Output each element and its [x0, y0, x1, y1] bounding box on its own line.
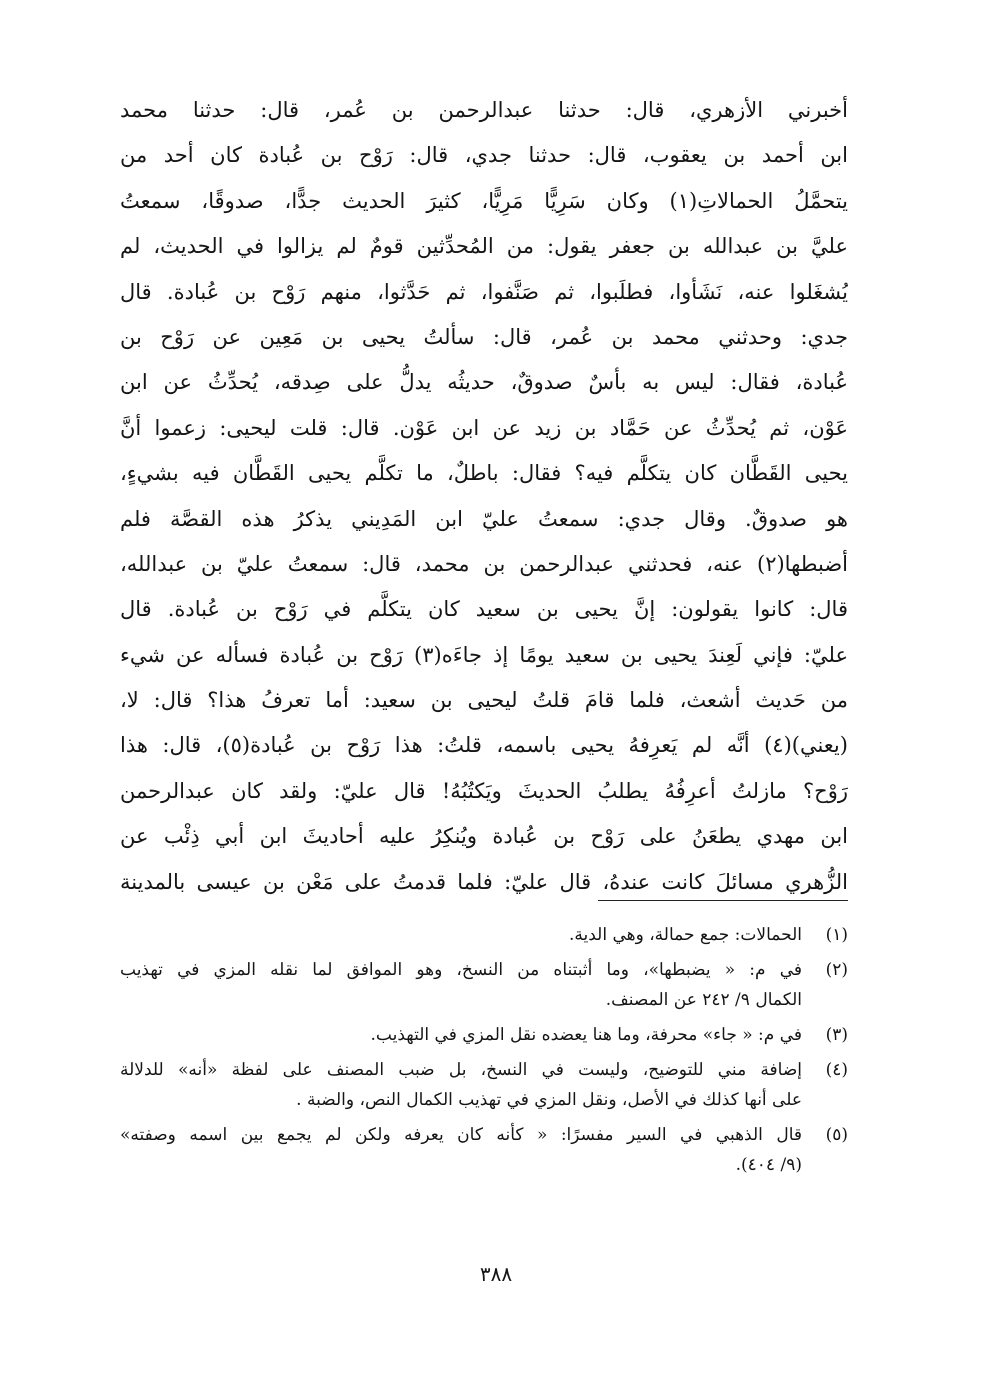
- text-line: (يعني)(٤) أنَّه لم يَعرِفهُ يحيى باسمه، قلتُ: هذا رَوْح بن عُبادة(٥)، قال: هذا: [120, 733, 848, 758]
- footnote-text: إضافة مني للتوضيح، وليست في النسخ، بل ضبب المصنف على لفظة «أنه» للدلالة: [120, 1060, 802, 1080]
- main-text-block: [120, 88, 848, 905]
- footnote-number: (٤): [825, 1060, 848, 1080]
- footnote-text: في م: « يضبطها»، وما أثبتناه من النسخ، وهو الموافق لما نقله المزي في تهذيب: [120, 960, 802, 980]
- text-line: من حَديث أشعث، فلما قامَ قلتُ ليحيى بن سعيد: أما تعرفُ هذا؟ قال: لا،: [120, 688, 848, 713]
- footnote-text: على أنها كذلك في الأصل، ونقل المزي في تهذيب الكمال النص، والضبة .: [296, 1090, 802, 1110]
- footnote-1: [120, 920, 848, 950]
- footnote-number: (٥): [825, 1125, 848, 1145]
- footnote-3: [120, 1020, 848, 1050]
- footnote-text: في م: « جاء» محرفة، وما هنا يعضده نقل المزي في التهذيب.: [370, 1025, 802, 1045]
- page-number: ٣٨٨: [479, 1262, 513, 1286]
- text-line: هو صدوقٌ. وقال جدي: سمعتُ عليّ ابن المَدِيني يذكرُ هذه القصَّة فلم: [120, 506, 848, 531]
- text-line: عليّ: فإني لَعِندَ يحيى بن سعيد يومًا إذ جاءَه(٣) رَوْح بن عُبادة فسأله عن شيء: [120, 642, 848, 667]
- text-line: جدي: وحدثني محمد بن عُمر، قال: سألتُ يحيى بن مَعِين عن رَوْح بن: [120, 324, 848, 349]
- footnote-2: [120, 955, 848, 1015]
- footnote-5: [120, 1120, 848, 1180]
- text-line: أخبرني الأزهري، قال: حدثنا عبدالرحمن بن عُمر، قال: حدثنا محمد: [120, 98, 848, 122]
- footnote-text: الكمال ٩/ ٢٤٢ عن المصنف.: [605, 990, 802, 1010]
- text-line: الزُّهري مسائلَ كانت عندهُ، قال عليّ: فلما قدمتُ على مَعْن بن عيسى بالمدينة: [120, 869, 848, 894]
- text-line: يحيى القَطَّان كان يتكلَّم فيه؟ فقال: باطلٌ، ما تكلَّم يحيى القَطَّان فيه بشيءٍ،: [120, 461, 848, 486]
- footnote-number: (٣): [825, 1025, 848, 1045]
- footnote-number: (٢): [825, 960, 848, 980]
- text-line: عَوْن، ثم يُحدِّثُ عن حَمَّاد بن زيد عن ابن عَوْن. قال: قلت ليحيى: زعموا أنَّ: [120, 415, 848, 440]
- text-line: ابن مهدي يطعَنُ على رَوْح بن عُبادة ويُنكِرُ عليه أحاديثَ ابن أبي ذِئْب عن: [120, 824, 848, 849]
- text-line: يتحمَّلُ الحمالاتِ(١) وكان سَرِيًّا مَرِيًّا، كثيرَ الحديث جدًّا، صدوقًا، سمعتُ: [120, 188, 848, 213]
- text-line: عُبادة، فقال: ليس به بأسٌ صدوقٌ، حديثُه يدلُّ على صِدقه، يُحدِّثُ عن ابن: [120, 370, 848, 395]
- text-line: عليَّ بن عبدالله بن جعفر يقول: من المُحدِّثين قومٌ لم يزالوا في الحديث، لم: [120, 234, 848, 259]
- footnote-4: [120, 1055, 848, 1115]
- text-line: قال: كانوا يقولون: إنَّ يحيى بن سعيد كان يتكلَّم في رَوْح بن عُبادة. قال: [120, 597, 848, 622]
- footnote-separator: [598, 900, 848, 901]
- text-line: ابن أحمد بن يعقوب، قال: حدثنا جدي، قال: رَوْح بن عُبادة كان أحد من: [120, 143, 848, 168]
- footnote-text: (٩/ ٤٠٤).: [735, 1155, 802, 1175]
- text-line: أضبطها(٢) عنه، فحدثني عبدالرحمن بن محمد، قال: سمعتُ عليّ بن عبدالله،: [120, 551, 848, 576]
- footnote-text: قال الذهبي في السير مفسرًا: « كأنه كان يعرفه ولكن لم يجمع بين اسمه وصفته»: [120, 1125, 802, 1145]
- footnote-number: (١): [825, 925, 848, 945]
- footnotes-block: [120, 920, 848, 1185]
- text-line: يُشغَلوا عنه، نَشَأوا، فطلَبوا، ثم صَنَّفوا، ثم حَدَّثوا، منهم رَوْح بن عُبادة. قال: [120, 279, 848, 304]
- text-line: رَوْح؟ مازلتُ أعرِفُهُ يطلبُ الحديثَ ويَكتُبُهُ! قال عليّ: ولقد كان عبدالرحمن: [120, 778, 848, 803]
- footnote-text: الحمالات: جمع حمالة، وهي الدية.: [568, 925, 802, 945]
